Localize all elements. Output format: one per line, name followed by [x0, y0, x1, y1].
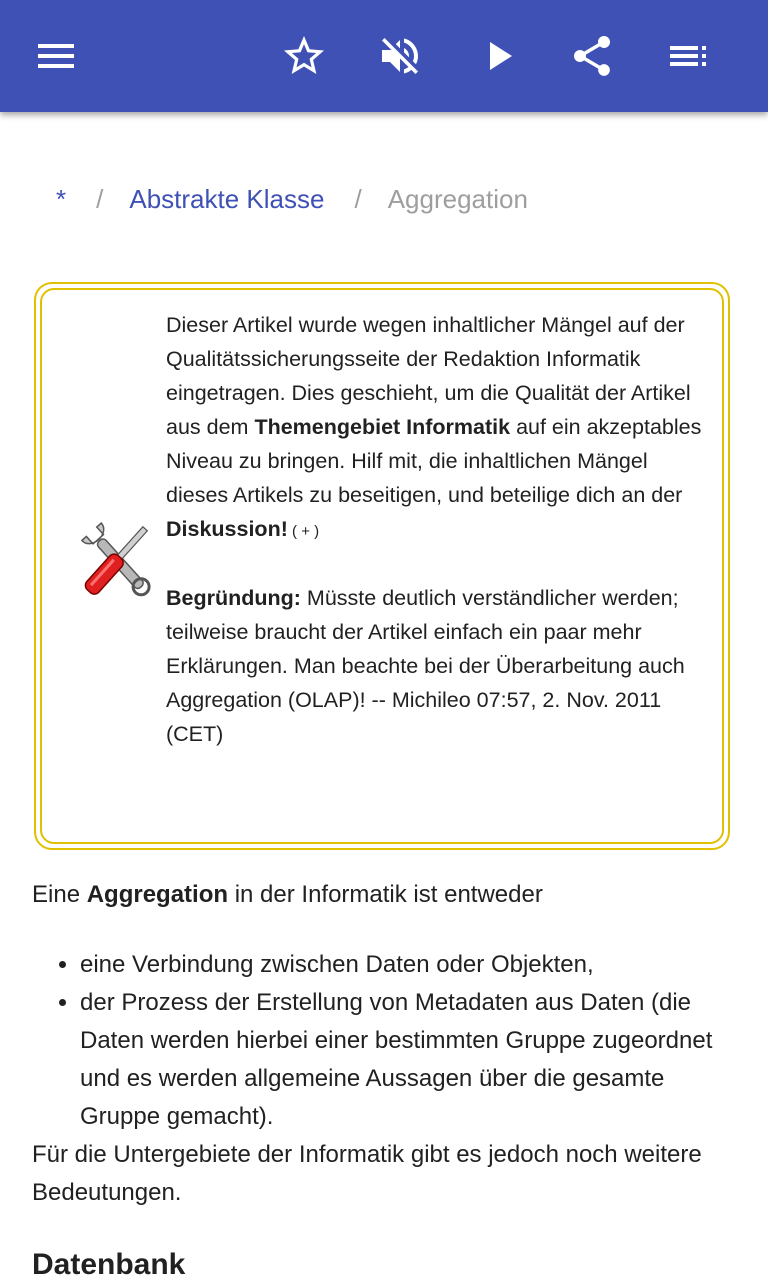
wrench-screwdriver-icon: [74, 514, 160, 606]
notice-reason: Begründung: Müsste deutlich verständlicher werden; teilweise braucht der Artikel einfach ein paar mehr Erklärungen. Man beachte bei der Überarbeitung auch Aggregation (OLAP)! -- Michileo 07:57, 2. Nov. 2011 (CET): [166, 586, 685, 746]
notice-paragraph: Dieser Artikel wurde wegen inhaltlicher Mängel auf der Qualitätssicherungsseite der Redaktion Informatik eingetragen. Dies geschieht, um die Qualität der Artikel aus dem Themengebiet Informatik auf ein akzeptables Niveau zu bringen. Hilf mit, die inhaltlichen Mängel dieses Artikels zu beseitigen, und beteilige dich an der Diskussion! ( + ): [166, 313, 702, 541]
play-icon: [474, 32, 522, 80]
article-paragraph: Für die Untergebiete der Informatik gibt es jedoch noch weitere Bedeutungen.: [32, 1141, 702, 1206]
discussion-link[interactable]: Diskussion!: [166, 517, 288, 541]
quality-notice-box: [34, 282, 730, 850]
menu-icon: [32, 32, 80, 80]
volume-off-icon: [376, 32, 424, 80]
mute-button[interactable]: [372, 28, 428, 84]
breadcrumb-separator: /: [96, 183, 104, 214]
app-toolbar: [0, 0, 768, 112]
bookmark-button[interactable]: [276, 28, 332, 84]
share-icon: [568, 32, 616, 80]
add-link[interactable]: ( + ): [287, 523, 320, 540]
article-body: [32, 876, 736, 1212]
definition-list: [32, 946, 736, 1136]
breadcrumb-separator: /: [354, 183, 362, 214]
contents-button[interactable]: [660, 28, 716, 84]
breadcrumb-current: Aggregation: [387, 183, 528, 214]
share-button[interactable]: [564, 28, 620, 84]
playlist-icon: [664, 32, 712, 80]
breadcrumb-home-link[interactable]: *: [56, 183, 67, 214]
star-outline-icon: [280, 32, 328, 80]
article-intro: Eine Aggregation in der Informatik ist entweder: [32, 881, 543, 908]
list-item: • eine Verbindung zwischen Daten oder Objekten,: [80, 946, 736, 984]
menu-button[interactable]: [28, 28, 84, 84]
topic-link[interactable]: Themengebiet Informatik: [254, 415, 511, 439]
breadcrumb: [56, 176, 528, 222]
breadcrumb-parent-link[interactable]: Abstrakte Klasse: [129, 183, 325, 214]
quality-notice-text: [166, 308, 706, 751]
list-item: • der Prozess der Erstellung von Metadaten aus Daten (die Daten werden hierbei einer bestimmten Gruppe zugeordnet und es werden allgemeine Aussagen über die gesamte Gruppe gemacht).: [80, 984, 736, 1136]
play-button[interactable]: [470, 28, 526, 84]
section-heading: Datenbank: [32, 1248, 186, 1281]
